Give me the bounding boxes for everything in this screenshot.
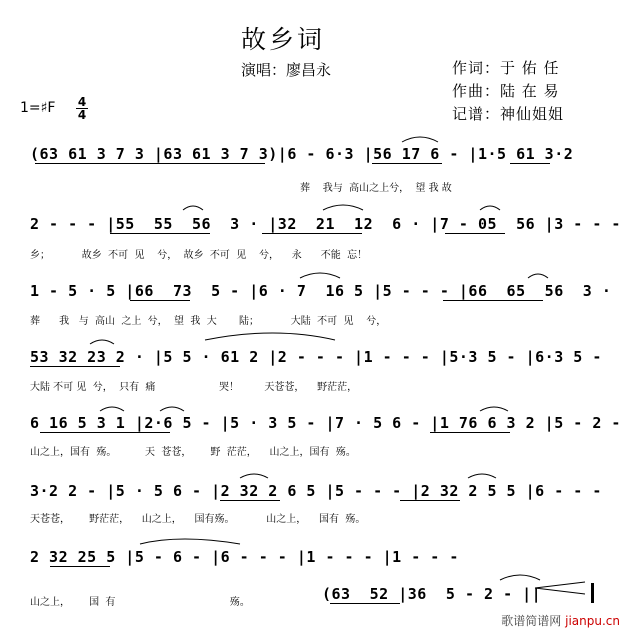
score-row-4-notes: 53 32 23 2 · |5 5 · 61 2 |2 - - - |1 - - - |5·3 5 - |6·3 5 - [30, 348, 602, 366]
slur-mark [323, 205, 363, 210]
lyricist-credit: 作词：于 佑 任 [452, 59, 560, 77]
song-title: 故乡词 [241, 25, 326, 54]
key-signature: 1=♯F [20, 100, 56, 116]
underline-mark [510, 163, 550, 164]
watermark-site: 歌谱简谱网 [501, 614, 562, 628]
underline-mark [50, 566, 110, 567]
underline-mark [40, 432, 170, 433]
slur-mark [480, 407, 508, 411]
slur-mark [90, 340, 114, 344]
time-signature-top: 4 [77, 95, 87, 109]
underline-mark [430, 432, 510, 433]
underline-mark [35, 163, 265, 164]
slur-mark [183, 206, 203, 210]
score-ending-notes: (63 52 |36 5 - 2 - || [322, 585, 542, 603]
score-row-7-notes: 2 32 25 5 |5 - 6 - |6 - - - |1 - - - |1 - - - [30, 548, 459, 566]
slur-mark [500, 575, 540, 580]
slur-mark [480, 206, 500, 210]
slur-mark [100, 407, 124, 411]
underline-mark [372, 163, 442, 164]
score-row-2-notes: 2 - - - |55 55 56 3 · |32 21 12 6 · |7 - 05 56 |3 - - - [30, 215, 621, 233]
transcriber-credit: 记谱：神仙姐姐 [452, 105, 565, 123]
slur-mark [468, 474, 496, 478]
score-row-3-lyrics: 葬 我 与 高山 之上 兮， 望 我 大 陆； 大陆 不可 见 兮， [30, 316, 387, 327]
score-row-7-lyrics: 山之上， 国 有 殇。 [30, 597, 250, 608]
underline-mark [110, 233, 210, 234]
watermark [501, 612, 620, 629]
underline-mark [400, 500, 460, 501]
score-row-4-lyrics: 大陆 不可 见 兮， 只有 痛 哭！ 天苍苍， 野茫茫， [30, 382, 358, 393]
score-row-5-notes: 6 16 5 3 1 |2·6 5 - |5 · 3 5 - |7 · 5 6 - |1 76 6 3 2 |5 - 2 - [30, 414, 621, 432]
underline-mark [443, 300, 543, 301]
score-row-2-lyrics: 乡； 故乡 不可 见 兮， 故乡 不可 见 兮， 永 不能 忘！ [30, 250, 368, 261]
underline-mark [130, 300, 190, 301]
score-row-6-notes: 3·2 2 - |5 · 5 6 - |2 32 2 6 5 |5 - - - |2 32 2 5 5 |6 - - - [30, 482, 602, 500]
slur-mark [528, 274, 548, 278]
final-barline [591, 583, 594, 603]
underline-mark [30, 366, 120, 367]
slur-mark [140, 539, 240, 544]
score-row-1-lyrics: 葬 我与 高山之上兮， 望 我 故 [300, 183, 452, 194]
crescendo-mark [535, 582, 585, 594]
slur-mark [300, 273, 340, 278]
time-signature-bottom: 4 [77, 108, 87, 122]
slur-mark [205, 333, 335, 340]
slur-mark [160, 407, 184, 411]
slur-mark [240, 474, 268, 478]
slur-mark [402, 137, 438, 142]
score-row-6-lyrics: 天苍苍， 野茫茫， 山之上， 国有殇。 山之上， 国有 殇。 [30, 514, 366, 525]
underline-mark [262, 233, 362, 234]
underline-mark [445, 233, 505, 234]
singer-credit: 演唱：廖昌永 [241, 61, 332, 79]
composer-credit: 作曲：陆 在 易 [452, 82, 560, 100]
score-row-5-lyrics: 山之上，国有 殇。 天 苍苍， 野 茫茫， 山之上，国有 殇。 [30, 447, 356, 458]
underline-mark [330, 603, 400, 604]
underline-mark [220, 500, 280, 501]
score-row-1-notes: (63 61 3 7 3 |63 61 3 7 3)|6 - 6·3 |56 17 6 - |1·5 61 3·2 [30, 145, 574, 163]
watermark-url: jianpu.cn [565, 614, 620, 628]
score-row-3-notes: 1 - 5 · 5 |66 73 5 - |6 · 7 16 5 |5 - - - |66 65 56 3 · [30, 282, 612, 300]
